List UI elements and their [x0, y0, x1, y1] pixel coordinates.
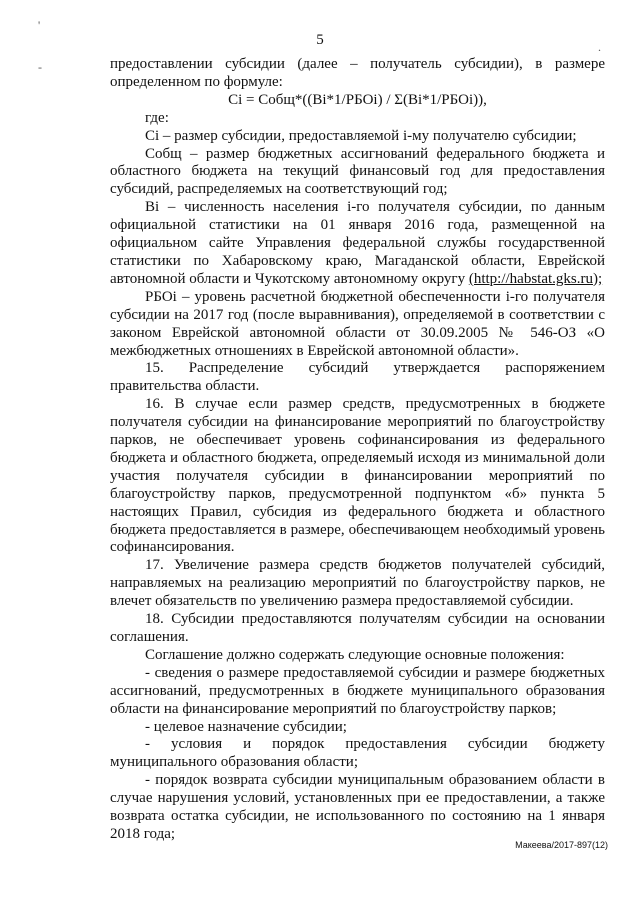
definition-ci: Ci – размер субсидии, предоставляемой i-му получателю субсидии;: [145, 127, 577, 144]
page-number: 5: [316, 32, 324, 48]
margin-mark: ': [38, 18, 41, 32]
agreement-item-1: - сведения о размере предоставляемой субсидии и размере бюджетных ассигнований, предусмотренных в бюджете муниципального образования области на финансирование мероприятий по благоустройству парков;: [110, 664, 605, 717]
margin-mark: -: [38, 60, 42, 74]
paragraph-intro: предоставлении субсидии (далее – получатель субсидии), в размере определенном по формуле:: [110, 56, 605, 90]
definition-rbo: РБОi – уровень расчетной бюджетной обеспеченности i-го получателя субсидии на 2017 год (после выравнивания), определяемой в соответствии с законом Еврейской автономной области от 30.09.2005 № 546-ОЗ «О межбюджетных отношениях в Еврейской автономной области».: [110, 288, 605, 359]
agreement-item-2: - целевое назначение субсидии;: [145, 718, 347, 735]
definition-cobsh: Cобщ – размер бюджетных ассигнований федерального бюджета и областного бюджета на текущий финансовый год для предоставления субсидий, распределяемых на соответствующий год;: [110, 145, 605, 198]
agreement-item-4: - порядок возврата субсидии муниципальным образованием области в случае нарушения условий, установленных при ее предоставлении, а также возврата остатка субсидии, не использованного по состоянию на 1 января 2018 года;: [110, 772, 605, 842]
formula: Ci = Cобщ*((Bi*1/РБОi) / Σ(Bi*1/РБОi)),: [228, 91, 487, 108]
document-body: [110, 56, 605, 844]
paragraph-15: 15. Распределение субсидий утверждается распоряжением правительства области.: [110, 360, 605, 395]
definition-bi: [110, 199, 605, 289]
agreement-intro: Соглашение должно содержать следующие основные положения:: [145, 646, 565, 663]
definition-bi-text: Bi – численность населения i-го получателя субсидии, по данным официальной статистики на 01 января 2016 года, размещенной на официальном сайте Управления федеральной службы государственной статистики по Хабаровскому краю, Магаданской области, Еврейской автономной области и Чукотскому автономному округу: [110, 199, 605, 287]
where-label: где:: [145, 109, 169, 126]
paragraph-16: 16. В случае если размер средств, предусмотренных в бюджете получателя субсидии на финансирование мероприятий по благоустройству парков, не обеспечивает уровень софинансирования из федерального бюджета и областного бюджета, определяемый исходя из минимальной доли участия получателя субсидии в финансировании мероприятий по благоустройству парков, предусмотренной подпунктом «б» пункта 5 настоящих Правил, субсидия из федерального бюджета и областного бюджета предоставляется в размере, обеспечивающем необходимый уровень софинансирования.: [110, 396, 605, 556]
agreement-item-3: - условия и порядок предоставления субсидии бюджету муниципального образования области;: [110, 736, 605, 771]
paragraph-18: 18. Субсидии предоставляются получателям субсидии на основании соглашения.: [110, 611, 605, 645]
paragraph-17: 17. Увеличение размера средств бюджетов получателей субсидий, направляемых на реализацию мероприятий по благоустройству парков, не влечет обязательств по увеличению размера предоставляемой субсидии.: [110, 557, 605, 610]
margin-mark: .: [598, 40, 601, 54]
document-code: Макеева/2017-897(12): [515, 840, 608, 850]
statistics-link[interactable]: (http://habstat.gks.ru);: [468, 270, 603, 287]
